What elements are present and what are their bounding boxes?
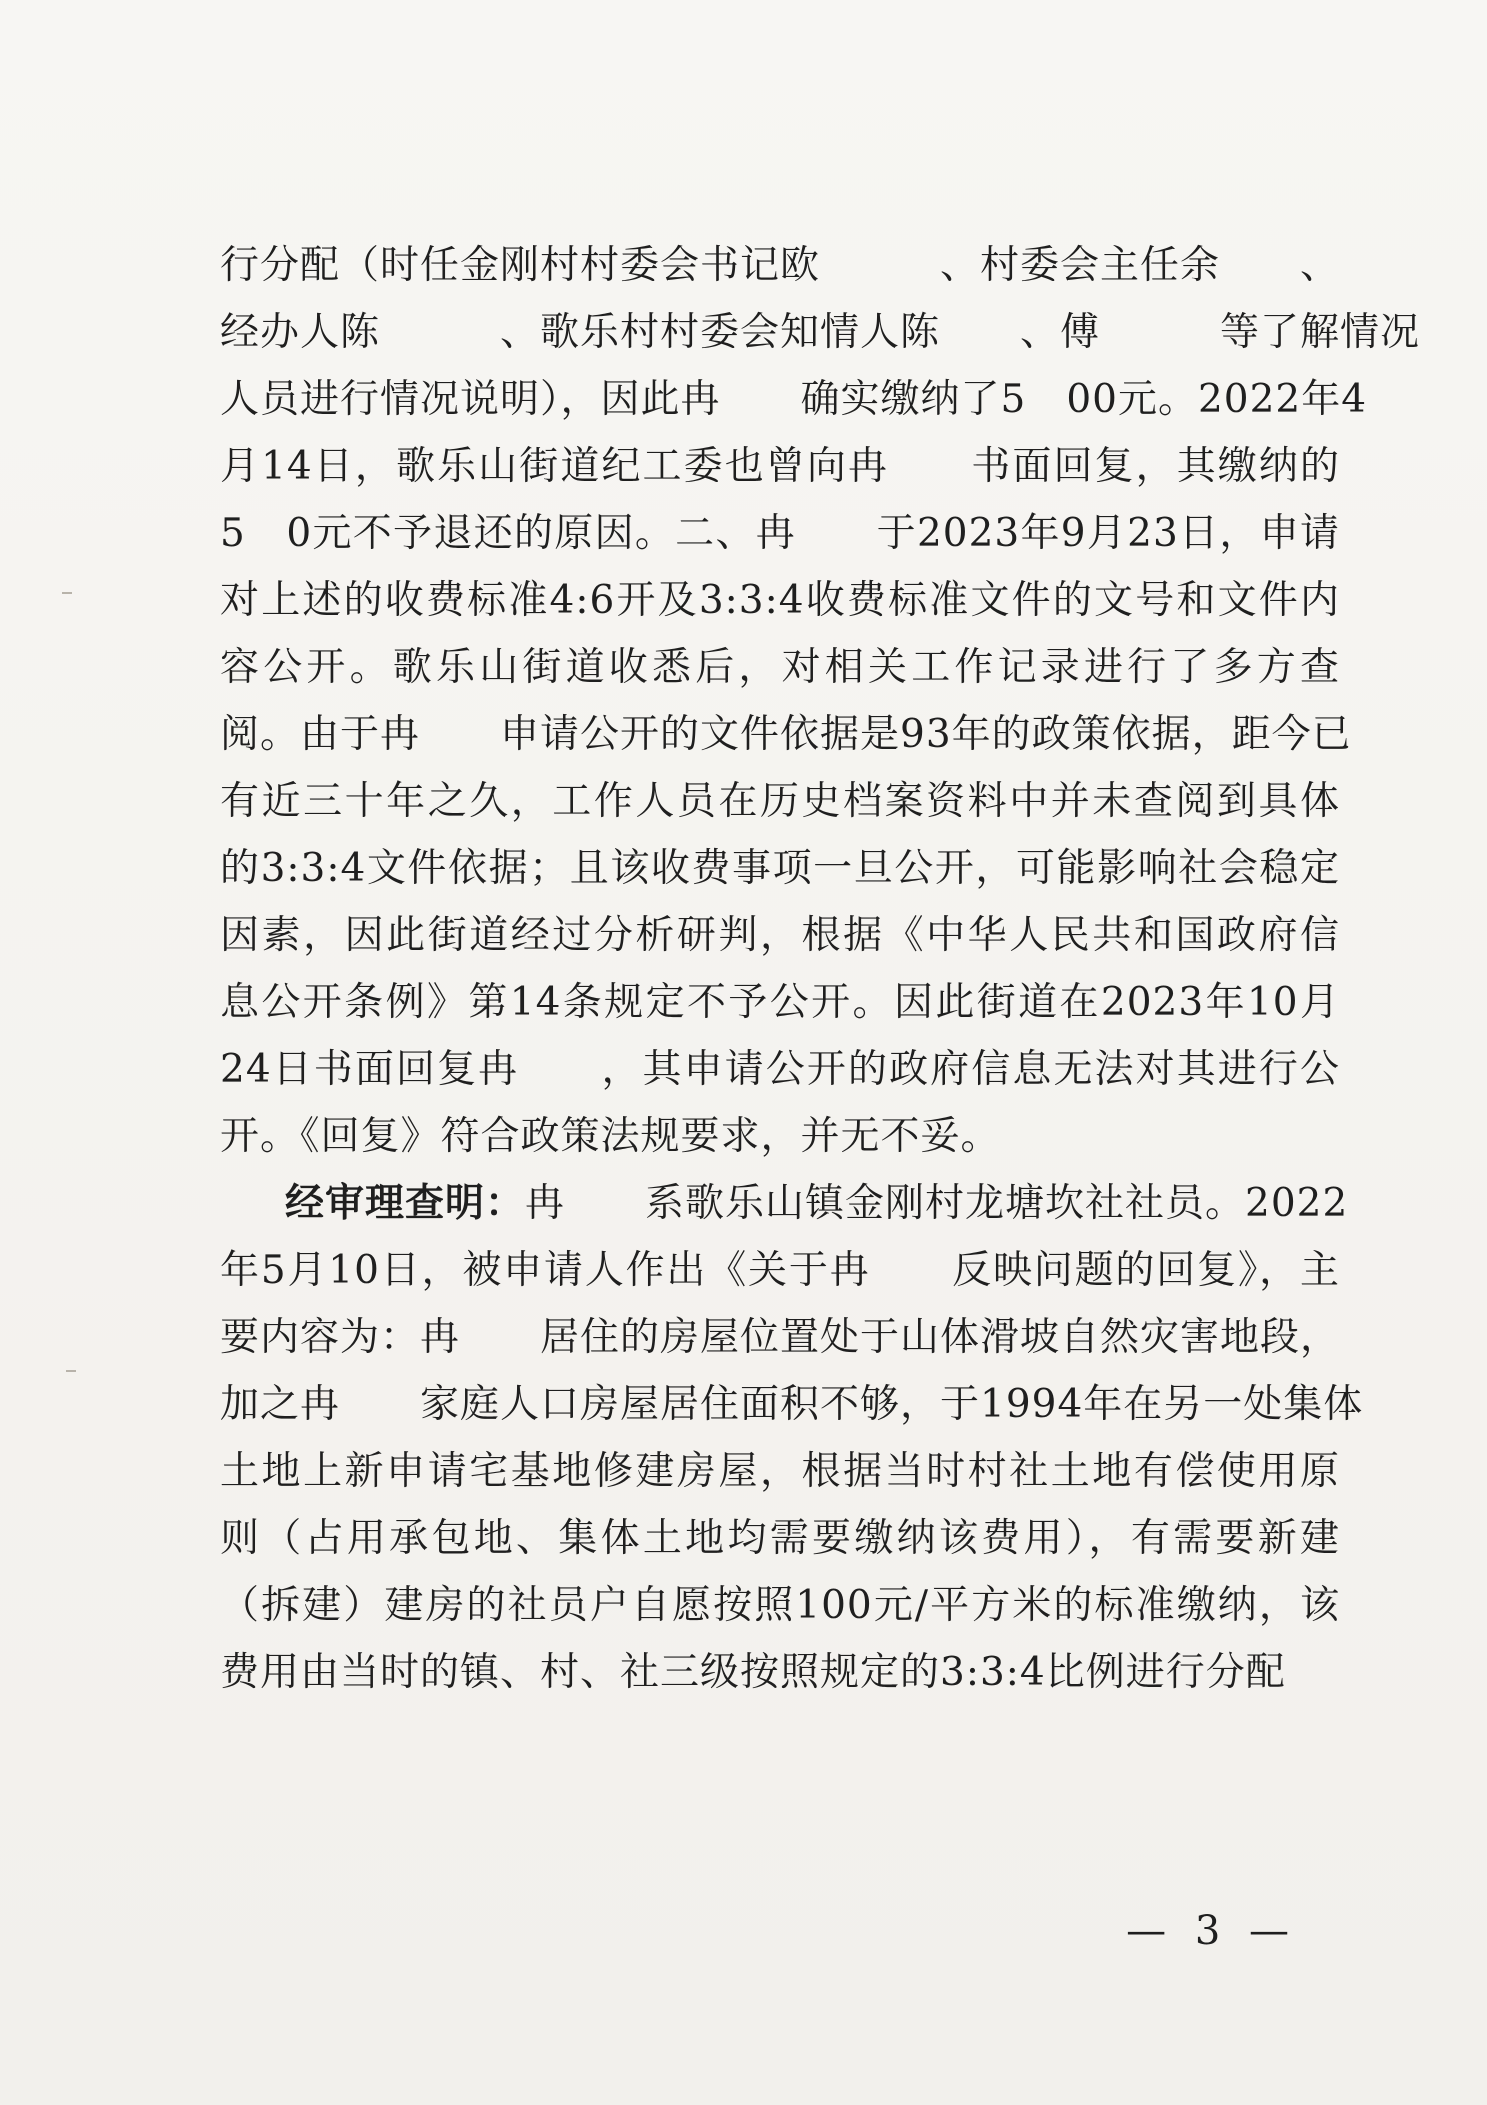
text-line: 行分配（时任金刚村村委会书记欧 、村委会主任余 、 — [220, 243, 1341, 288]
text-line: 月14日，歌乐山街道纪工委也曾向冉 书面回复，其缴纳的 — [220, 444, 1340, 489]
text-line: 要内容为：冉 居住的房屋位置处于山体滑坡自然灾害地段， — [220, 1315, 1341, 1360]
text-line: 容公开。歌乐山街道收悉后，对相关工作记录进行了多方查 — [220, 645, 1340, 690]
text-line: 有近三十年之久，工作人员在历史档案资料中并未查阅到具体 — [220, 779, 1340, 824]
text-line: 费用由当时的镇、村、社三级按照规定的3:3:4比例进行分配 — [220, 1650, 1286, 1695]
text-line: 息公开条例》第14条规定不予公开。因此街道在2023年10月 — [220, 980, 1340, 1025]
body-text — [220, 232, 1421, 1706]
text-line: 人员进行情况说明），因此冉 确实缴纳了5 00元。2022年4 — [220, 377, 1368, 422]
scan-mark — [62, 592, 72, 594]
page-number: — 3 — — [1126, 1908, 1297, 1954]
text-line: 经办人陈 、歌乐村村委会知情人陈 、傅 等了解情况 — [220, 310, 1421, 355]
text-line: 因素，因此街道经过分析研判，根据《中华人民共和国政府信 — [220, 913, 1340, 958]
text-line: （拆建）建房的社员户自愿按照100元/平方米的标准缴纳，该 — [220, 1583, 1340, 1628]
scan-mark — [66, 1370, 76, 1372]
text-line: 24日书面回复冉 ，其申请公开的政府信息无法对其进行公 — [220, 1047, 1340, 1092]
text-line: 开。《回复》符合政策法规要求，并无不妥。 — [220, 1114, 1001, 1159]
text-line: 年5月10日，被申请人作出《关于冉 反映问题的回复》，主 — [220, 1248, 1340, 1293]
text-line: 5 0元不予退还的原因。二、冉 于2023年9月23日，申请 — [220, 511, 1340, 556]
text-line: 则（占用承包地、集体土地均需要缴纳该费用），有需要新建 — [220, 1516, 1340, 1561]
finding-first-line — [220, 1170, 1349, 1237]
text-line: 阅。由于冉 申请公开的文件依据是93年的政策依据，距今已 — [220, 712, 1352, 757]
finding-lead: 经审理查明： — [285, 1181, 526, 1226]
text-line: 的3:3:4文件依据；且该收费事项一旦公开，可能影响社会稳定 — [220, 846, 1340, 891]
finding-first-line-text: 冉 系歌乐山镇金刚村龙塘坎社社员。2022 — [525, 1181, 1349, 1226]
text-line: 对上述的收费标准4:6开及3:3:4收费标准文件的文号和文件内 — [220, 578, 1340, 623]
text-line: 土地上新申请宅基地修建房屋，根据当时村社土地有偿使用原 — [220, 1449, 1340, 1494]
text-line: 加之冉 家庭人口房屋居住面积不够，于1994年在另一处集体 — [220, 1382, 1364, 1427]
